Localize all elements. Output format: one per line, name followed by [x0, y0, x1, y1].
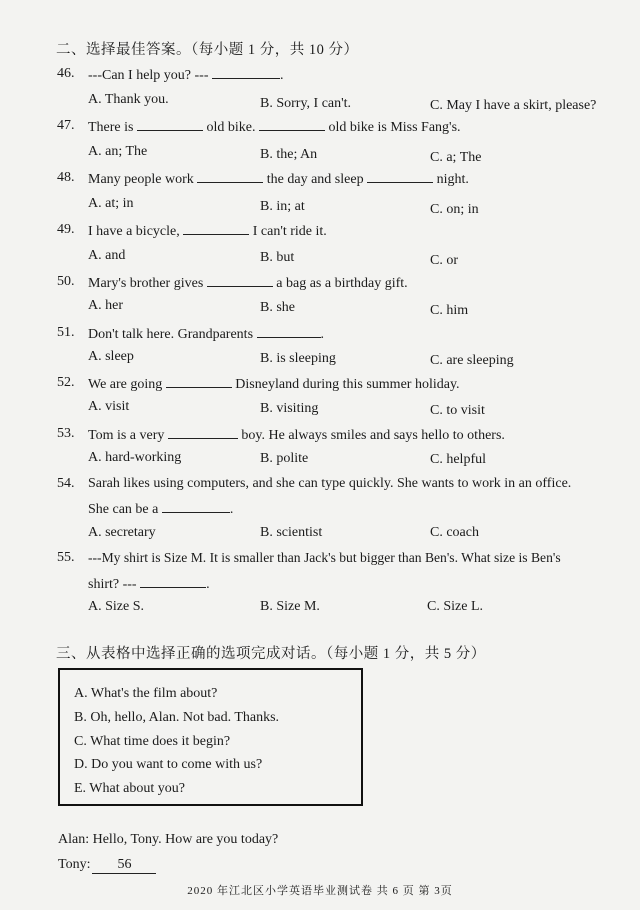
option-c: C. a; The [430, 150, 482, 165]
option-c: C. helpful [430, 452, 486, 467]
option-c: C. Size L. [427, 599, 483, 614]
question-text-part: a bag as a birthday gift. [272, 276, 408, 291]
box-option-c: C. What time does it begin? [74, 734, 231, 749]
answer-blank[interactable] [137, 118, 203, 131]
question-text-part: night. [433, 172, 469, 187]
question-number: 49. [57, 222, 75, 237]
option-b: B. Sorry, I can't. [260, 96, 352, 111]
question-text-part: . [229, 502, 234, 517]
question-text-part: . [320, 327, 325, 342]
box-option-b: B. Oh, hello, Alan. Not bad. Thanks. [74, 710, 280, 725]
question-number: 53. [57, 426, 75, 441]
answer-blank[interactable] [367, 170, 433, 183]
section-3-title: 三、从表格中选择正确的选项完成对话。（每小题 1 分，共 5 分） [56, 646, 486, 662]
question-number: 51. [57, 325, 75, 340]
question-text [88, 500, 233, 518]
option-b: B. polite [260, 451, 309, 466]
question-text-part: Don't talk here. Grandparents [88, 327, 257, 342]
question-text-part: Tom is a very [88, 428, 168, 443]
option-b: B. but [260, 250, 295, 265]
option-c: C. on; in [430, 202, 479, 217]
speaker-label: Tony: [58, 857, 91, 872]
option-b: B. Size M. [260, 599, 320, 614]
question-text-part: She can be a [88, 502, 162, 517]
question-text-part: shirt? --- [88, 577, 141, 592]
option-a: A. sleep [88, 349, 134, 364]
question-text [88, 66, 284, 84]
question-text-part: We are going [88, 377, 166, 392]
box-option-d: D. Do you want to come with us? [74, 757, 263, 772]
option-c: C. coach [430, 525, 479, 540]
question-text-part: ---Can I help you? --- [88, 68, 213, 83]
question-number: 47. [57, 118, 75, 133]
question-text-part: Mary's brother gives [88, 276, 207, 291]
question-text-part: There is [88, 120, 137, 135]
question-text-part: old bike. [202, 120, 259, 135]
question-text [88, 222, 327, 240]
question-text-part: old bike is Miss Fang's. [324, 120, 461, 135]
question-text-part: I have a bicycle, [88, 224, 184, 239]
option-a: A. Size S. [88, 599, 144, 614]
question-text-part: I can't ride it. [249, 224, 327, 239]
option-c: C. him [430, 303, 469, 318]
question-number: 50. [57, 274, 75, 289]
option-c: C. are sleeping [430, 353, 514, 368]
options-box [58, 668, 363, 806]
question-text [88, 375, 460, 393]
question-number: 55. [57, 550, 75, 565]
answer-blank[interactable] [207, 274, 273, 287]
question-text-part: . [280, 68, 284, 83]
answer-blank[interactable] [197, 170, 263, 183]
option-a: A. an; The [88, 144, 148, 159]
question-text [88, 170, 469, 188]
question-text-part: boy. He always smiles and says hello to others. [237, 428, 505, 443]
section-2-title: 二、选择最佳答案。（每小题 1 分，共 10 分） [56, 42, 359, 58]
question-number: 52. [57, 375, 75, 390]
question-text [88, 274, 408, 292]
question-number: 46. [57, 66, 75, 81]
box-option-a: A. What's the film about? [74, 686, 218, 701]
answer-blank[interactable] [212, 66, 280, 79]
answer-blank[interactable] [183, 222, 249, 235]
answer-blank[interactable] [257, 325, 321, 338]
question-text-part: Many people work [88, 172, 198, 187]
question-number: 48. [57, 170, 75, 185]
option-c: C. May I have a skirt, please? [430, 98, 597, 113]
question-text: ---My shirt is Size M. It is smaller than Jack's but bigger than Ben's. What size is Ben's [88, 550, 561, 565]
option-a: A. at; in [88, 196, 134, 211]
option-b: B. in; at [260, 199, 305, 214]
question-text-part: Disneyland during this summer holiday. [231, 377, 460, 392]
answer-blank-56[interactable]: 56 [92, 857, 156, 874]
option-a: A. visit [88, 399, 130, 414]
answer-blank[interactable] [259, 118, 325, 131]
box-option-e: E. What about you? [74, 781, 185, 796]
answer-blank[interactable] [166, 375, 232, 388]
question-text [88, 118, 461, 136]
answer-blank[interactable] [162, 500, 230, 513]
option-a: A. secretary [88, 525, 156, 540]
option-a: A. and [88, 248, 126, 263]
option-b: B. visiting [260, 401, 319, 416]
dialog-alan-line: Alan: Hello, Tony. How are you today? [58, 832, 279, 847]
question-text [88, 426, 505, 444]
question-number: 54. [57, 476, 75, 491]
option-a: A. hard-working [88, 450, 182, 465]
option-c: C. or [430, 253, 458, 268]
page-footer: 2020 年江北区小学英语毕业测试卷 共 6 页 第 3页 [187, 885, 453, 897]
option-b: B. is sleeping [260, 351, 336, 366]
answer-blank[interactable] [168, 426, 238, 439]
question-text [88, 325, 324, 343]
answer-blank[interactable] [140, 575, 206, 588]
dialog-tony-line [58, 857, 156, 874]
question-text: Sarah likes using computers, and she can type quickly. She wants to work in an office. [88, 476, 572, 491]
question-text [88, 575, 210, 593]
question-text-part: . [206, 577, 210, 592]
option-b: B. she [260, 300, 295, 315]
option-b: B. scientist [260, 525, 323, 540]
option-a: A. her [88, 298, 123, 313]
option-a: A. Thank you. [88, 92, 169, 107]
question-text-part: the day and sleep [263, 172, 368, 187]
option-c: C. to visit [430, 403, 485, 418]
option-b: B. the; An [260, 147, 318, 162]
